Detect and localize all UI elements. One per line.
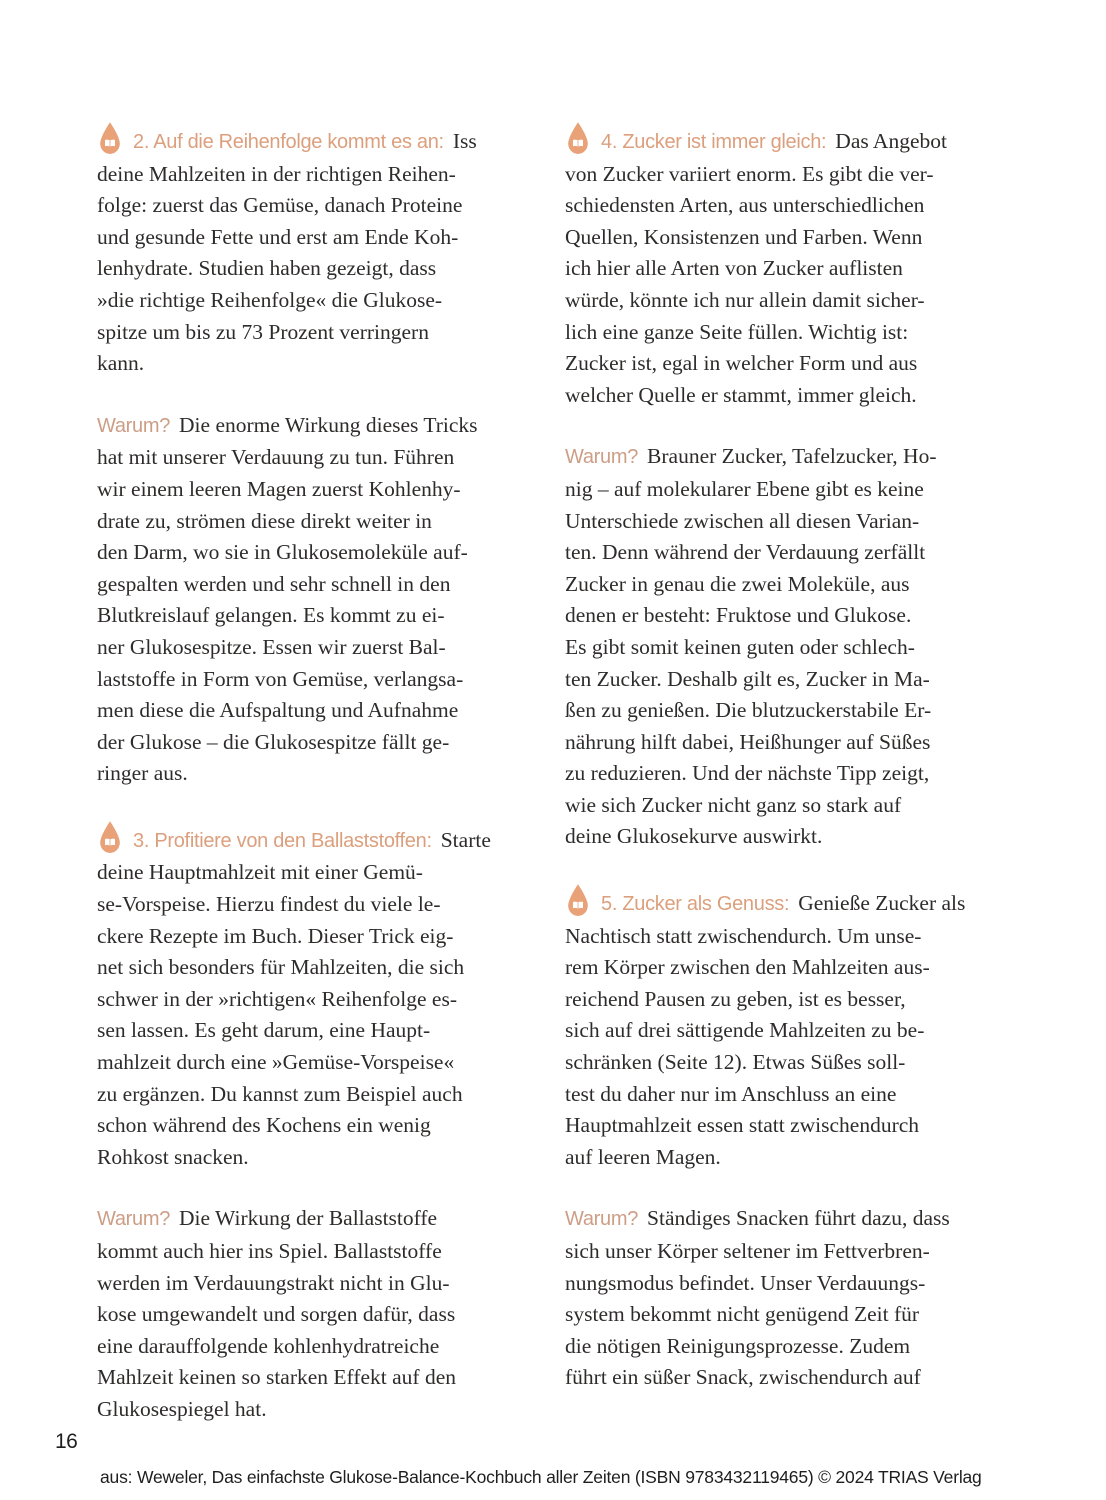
why-section: Warum? Die Wirkung der Ballaststoffe kommt auch hier ins Spiel. Ballaststoffe werden im Verdauungstrakt nicht in Glu- kose umgewandelt und sorgen dafür, dass eine darauffolgende kohlenhydratreiche Mahlzeit keinen so starken Effekt auf den Glukosespiegel hat.	[97, 1206, 457, 1421]
tip-title: 5. Zucker als Genuss:	[601, 893, 790, 916]
why-label: Warum?	[97, 414, 171, 437]
body-lead: Starte	[440, 827, 491, 852]
tip-title: 4. Zucker ist immer gleich:	[601, 131, 827, 153]
body-lead: Ständiges Snacken führt dazu, dass	[647, 1206, 950, 1231]
tip-section: 3. Profitiere von den Ballaststoffen: Starte deine Hauptmahlzeit mit einer Gemü- se-Vorspeise. Hierzu findest du viele le- ckere Rezepte im Buch. Dieser Trick eig- net sich besonders für Mahlzeiten, die sich schwer in der »richtigen« Reihenfolge es- sen lassen. Es geht darum, eine Haupt- mahlzeit durch eine »Gemüse-Vorspeise« zu ergänzen. Du kannst zum Beispiel auch schon während des Kochens ein wenig Rohkost snacken.	[97, 820, 537, 1174]
tip-title: 2. Auf die Reihenfolge kommt es an:	[133, 131, 444, 153]
tip-title: 3. Profitiere von den Ballaststoffen:	[133, 829, 432, 852]
drop-book-icon	[565, 121, 591, 155]
why-label: Warum?	[565, 446, 639, 469]
page-number: 16	[55, 1430, 78, 1453]
tip-section: 2. Auf die Reihenfolge kommt es an: Iss deine Mahlzeiten in der richtigen Reihen- folge: zuerst das Gemüse, danach Proteine und gesunde Fette und erst am Ende Koh- lenhydrate. Studien haben gezeigt, dass »die richtige Reihenfolge« die Glukose- spitze um bis zu 73 Prozent verringern kann.	[97, 121, 537, 380]
body-lead: Die Wirkung der Ballaststoffe	[179, 1206, 438, 1231]
drop-book-icon	[97, 820, 123, 854]
body-lead: Das Angebot	[835, 129, 947, 153]
body-lead: Iss	[452, 129, 477, 153]
right-column	[565, 121, 1005, 1456]
drop-book-icon	[565, 883, 591, 917]
tip-section: 5. Zucker als Genuss: Genieße Zucker als Nachtisch statt zwischendurch. Um unse- rem Körper zwischen den Mahlzeiten aus- reichend Pausen zu geben, ist es besser, sich auf drei sättigende Mahlzeiten zu be- schränken (Seite 12). Etwas Süßes soll- test du daher nur im Anschluss an eine Hauptmahlzeit essen statt zwischendurch auf leeren Magen.	[565, 883, 1005, 1173]
attribution-line: aus: Weweler, Das einfachste Glukose-Balance-Kochbuch aller Zeiten (ISBN 9783432119465) © 2024 TRIAS Verlag	[100, 1467, 982, 1487]
tip-section: 4. Zucker ist immer gleich: Das Angebot von Zucker variiert enorm. Es gibt die ver- schiedensten Arten, aus unterschiedlichen Quellen, Konsistenzen und Farben. Wenn ich hier alle Arten von Zucker auflisten würde, könnte ich nur allein damit sicher- lich eine ganze Seite füllen. Wichtig ist: Zucker ist, egal in welcher Form und aus welcher Quelle er stammt, immer gleich.	[565, 121, 1005, 411]
why-section: Warum? Die enorme Wirkung dieses Tricks hat mit unserer Verdauung zu tun. Führen wir einem leeren Magen zuerst Kohlenhy- drate zu, strömen diese direkt weiter in den Darm, wo sie in Glukosemoleküle auf- gespalten werden und sehr schnell in den Blutkreislauf gelangen. Es kommt zu ei- ner Glukosespitze. Essen wir zuerst Bal- laststoffe in Form von Gemüse, verlangsa- men diese die Aufspaltung und Aufnahme der Glukose – die Glukosespitze fällt ge- ringer aus.	[97, 412, 478, 786]
why-section: Warum? Brauner Zucker, Tafelzucker, Ho- nig – auf molekularer Ebene gibt es keine Unterschiede zwischen all diesen Varian- ten. Denn während der Verdauung zerfällt Zucker in genau die zwei Moleküle, aus denen er besteht: Fruktose und Glukose. Es gibt somit keinen guten oder schlech- ten Zucker. Deshalb gilt es, Zucker in Ma- ßen zu genießen. Die blutzuckerstabile Er- nährung hilft dabei, Heißhunger auf Süßes zu reduzieren. Und der nächste Tipp zeigt, wie sich Zucker nicht ganz so stark auf deine Glukosekurve auswirkt.	[565, 444, 937, 849]
why-section: Warum? Ständiges Snacken führt dazu, dass sich unser Körper seltener im Fettverbren- nungsmodus befindet. Unser Verdauungs- system bekommt nicht genügend Zeit für die nötigen Reinigungsprozesse. Zudem führt ein süßer Snack, zwischendurch auf	[565, 1206, 950, 1390]
body-lead: Die enorme Wirkung dieses Tricks	[179, 412, 478, 437]
why-label: Warum?	[565, 1208, 639, 1231]
drop-book-icon	[97, 121, 123, 155]
text-columns	[97, 121, 1005, 1456]
body-lead: Brauner Zucker, Tafelzucker, Ho-	[647, 444, 937, 469]
why-label: Warum?	[97, 1208, 171, 1231]
left-column	[97, 121, 537, 1456]
body-lead: Genieße Zucker als	[798, 891, 966, 916]
